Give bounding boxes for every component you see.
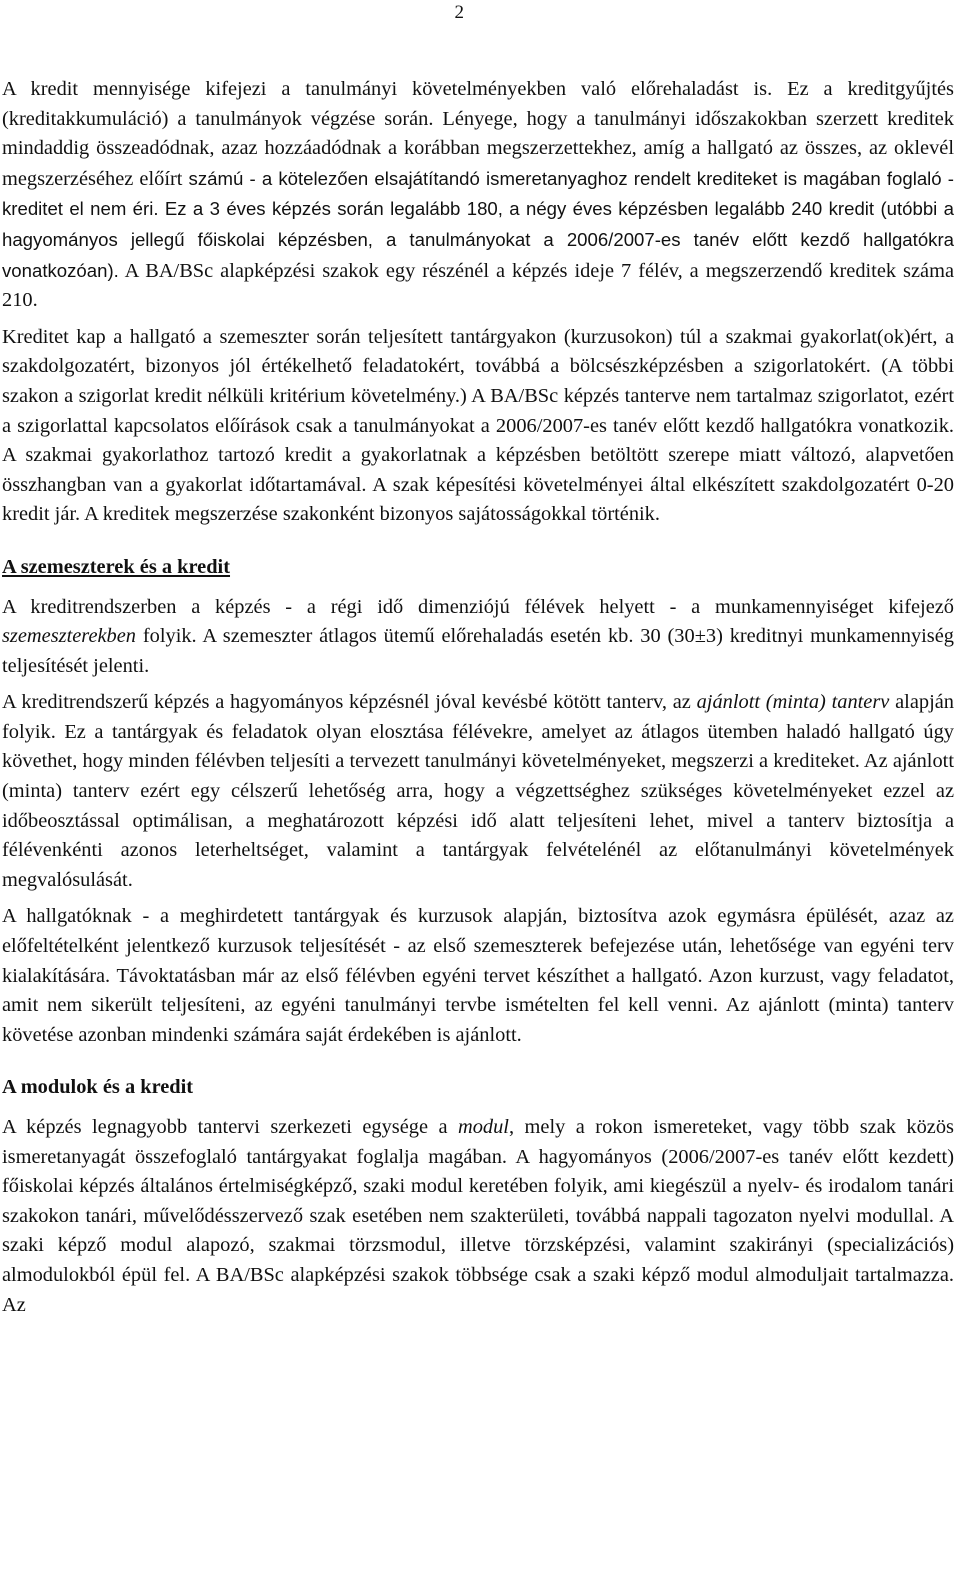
paragraph-text: A kreditrendszerben a képzés - a régi idő dimenziójú félévek helyett - a munkamennyiséget kifejező xyxy=(2,595,954,618)
paragraph-text: folyik. A szemeszter átlagos ütemű előrehaladás esetén kb. 30 (30±3) kreditnyi munkamennyiség teljesítését jelenti. xyxy=(2,625,954,677)
document-body xyxy=(2,75,954,1327)
paragraph-modules xyxy=(2,1113,954,1320)
section-heading-modules: A modulok és a kredit xyxy=(2,1076,194,1099)
paragraph-credit-accumulation xyxy=(2,75,954,316)
paragraph-text: A kredit mennyisége kifejezi a tanulmányi követelményekben való előrehaladást is. Ez a kreditgyűjtés (kreditakkumuláció) a tanulmányok végzése során. Lényege, hogy a tanulmányi időszakokban szerzett kreditek mindaddig összeadódnak, azaz hozzáadódnak a korábban megszerzettekhez, amíg a hallgató az összes, az oklevél megszerzéséhez előírt xyxy=(2,78,954,190)
emphasis-term: szemeszterekben xyxy=(2,625,137,648)
paragraph-recommended-curriculum xyxy=(2,688,954,895)
emphasis-term: modul xyxy=(458,1116,509,1138)
paragraph-credit-awarding: Kreditet kap a hallgató a szemeszter során teljesített tantárgyakon (kurzusokon) túl a szakmai gyakorlat(ok)ért, a szakdolgozatért, bizonyos jól értékelhető feladatokért, továbbá a bölcsészképzésben a szigorlatokért. (A többi szakon a szigorlat kredit nélküli kritérium követelmény.) A BA/BSc képzés tanterve nem tartalmaz szigorlatot, ezért a szigorlattal kapcsolatos előírások csak a tanulmányokat a 2006/2007-es tanév előtt kezdő hallgatókra vonatkozik. A szakmai gyakorlathoz tartozó kredit a gyakorlatnak a képzésben betöltött szerepe miatt változó, alapvetően összhangban van a gyakorlat időtartamával. A szak képesítési követelményei által elkészített szakdolgozatért 0-20 kredit jár. A kreditek megszerzése szakonként bizonyos sajátosságokkal történik. xyxy=(2,325,954,526)
section-heading-semesters: A szemeszterek és a kredit xyxy=(2,555,231,578)
paragraph-text-sans: Ez a 3 éves képzés során legalább 180, a négy éves képzésben legalább 240 kredit (utóbbi a hagyományos jellegű főiskolai képzésben, a tanulmányokat a 2006/2007-es tanév előtt kezdő hallgatókra vonatkozóan). xyxy=(2,198,954,281)
paragraph-text: A képzés legnagyobb tantervi szerkezeti egysége a xyxy=(2,1116,458,1138)
paragraph-text: A kreditrendszerű képzés a hagyományos képzésnél jóval kevésbé kötött tanterv, az xyxy=(2,691,697,714)
paragraph-text-sans: számú - a kötelezően elsajátítandó ismeretanyaghoz rendelt krediteket is magában foglaló - kreditet el nem éri. xyxy=(2,167,955,220)
paragraph-individual-plan: A hallgatóknak - a meghirdetett tantárgyak és kurzusok alapján, biztosítva azok egymásra épülését, azaz az előfeltételként jelentkező kurzusok teljesítését - az első szemeszterek befejezése után, lehetősége van egyéni terv kialakítására. Távoktatásban már az első félévben egyéni tervet készíthet a hallgató. Azon kurzust, vagy feladatot, amit nem sikerült teljesíteni, az egyéni tanulmányi tervbe ismételten fel kell venni. Az ajánlott (minta) tanterv követése azonban mindenki számára saját érdekében is ajánlott. xyxy=(2,905,954,1046)
paragraph-text: , mely a rokon ismereteket, vagy több szak közös ismeretanyagát összefoglaló tantárgyakat foglalja magában. A hagyományos (2006/2007-es tanév előtt kezdett) főiskolai képzés általános értelmiségképző, szaki modul keretében folyik, ami kiegészül a nyelv- és irodalom tanári szakokon tanári, művelődésszervező szak esetében nem szakterületi, továbbá nappali tagozaton nyelvi modullal. A szaki képző modul alapozó, szakmai törzsmodul, illetve törzsképzési, valamint szakirányi (specializációs) almodulokból épül fel. A BA/BSc alapképzési szakok többsége csak a szaki képző modul almoduljait tartalmazza. Az xyxy=(2,1116,954,1316)
paragraph-text: alapján folyik. Ez a tantárgyak és feladatok olyan elosztása félévekre, amelyet az átlagos ütemben haladó hallgató úgy követhet, hogy minden félévben teljesíti a tervezett tanulmányi követelményeket, megszerzi a krediteket. Az ajánlott (minta) tanterv ezért egy célszerű lehetőség arra, hogy a végzettséghez szükséges követelményeket ezzel az időbeosztással optimálisan, a meghatározott képzési idő alatt teljesíteni lehet, mivel a tanterv biztosítja a félévenkénti azonos leterheltséget, valamint a tantárgyak felvételénél az előtanulmányi követelmények megvalósulását. xyxy=(2,691,954,891)
emphasis-term: ajánlott (minta) tanterv xyxy=(696,691,890,714)
paragraph-text: A BA/BSc alapképzési szakok egy részénél a képzés ideje 7 félév, a megszerzendő kreditek száma 210. xyxy=(2,259,954,312)
paragraph-semesters xyxy=(2,593,954,682)
page-number: 2 xyxy=(454,2,464,23)
